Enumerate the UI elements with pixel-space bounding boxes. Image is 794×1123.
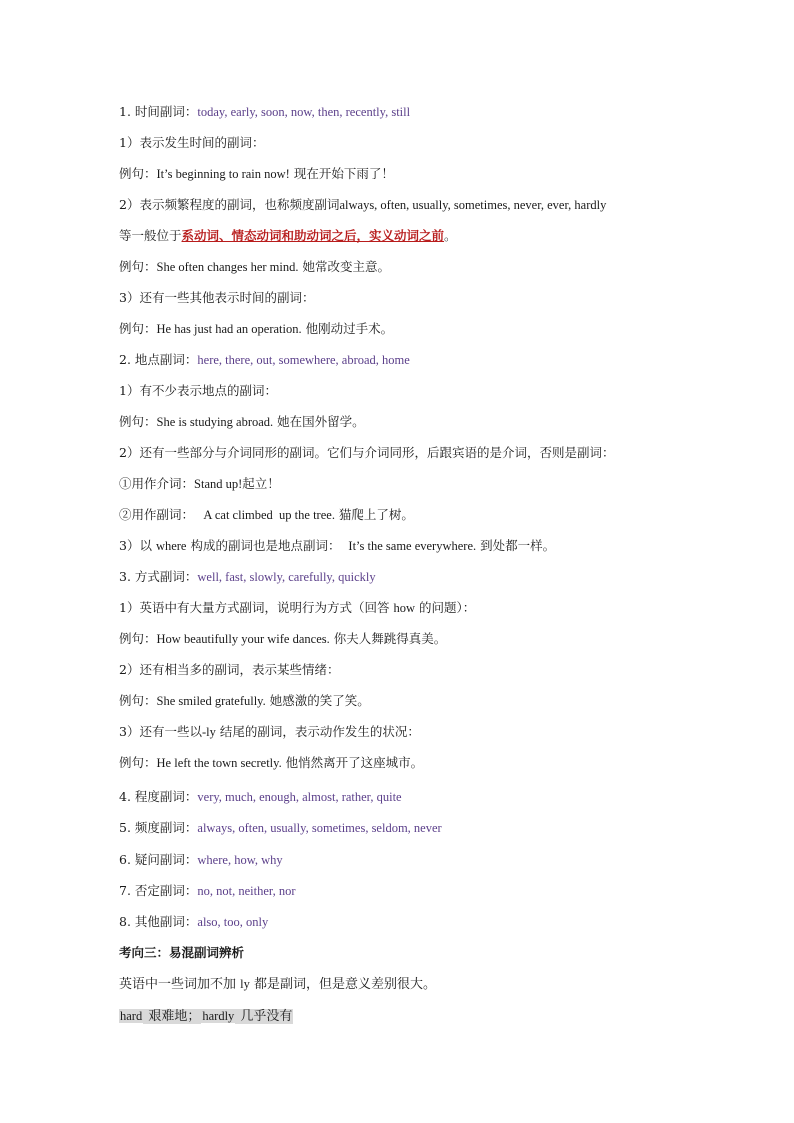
section-heading: 3. 方式副词：: [119, 569, 198, 584]
example-label: 例句：: [119, 321, 157, 336]
chinese-translation: 到处都一样。: [476, 538, 556, 553]
subpoint: [119, 381, 734, 401]
english-sentence: It’s the same everywhere.: [348, 539, 477, 553]
subpoint-text: 1）表示发生时间的副词：: [119, 135, 265, 150]
rule-prefix: 等一般位于: [119, 228, 182, 243]
intro-prefix: 英语中一些词加不加: [119, 977, 241, 992]
topic-heading: [119, 943, 734, 963]
rule-suffix: 。: [444, 228, 457, 243]
example-label: 例句：: [119, 414, 157, 429]
example-words: always, often, usually, sometimes, seldom, never: [197, 821, 442, 835]
english-sentence: A cat climbed up the tree.: [194, 508, 335, 522]
example-label: 例句：: [119, 166, 157, 181]
meaning-hard: 艰难地；: [144, 1009, 201, 1024]
word-hardly: hardly: [202, 1009, 235, 1023]
chinese-translation: 猫爬上了树。: [334, 507, 414, 522]
example-sentence: [119, 691, 734, 711]
chinese-translation: 她感激的笑了笑。: [265, 693, 370, 708]
adverb-usage: [119, 505, 734, 525]
example-words: here, there, out, somewhere, abroad, home: [197, 353, 410, 367]
section-heading: 5. 频度副词：: [119, 820, 198, 835]
section-other-adverbs: [119, 912, 734, 932]
example-words: also, too, only: [197, 915, 269, 929]
subpoint-suffix: 的问题）：: [414, 600, 476, 615]
subpoint-text: 3）还有一些其他表示时间的副词：: [119, 290, 315, 305]
meaning-hardly: 几乎没有: [236, 1009, 293, 1024]
english-sentence: He left the town secretly.: [156, 756, 282, 770]
english-sentence: He has just had an operation.: [156, 322, 302, 336]
intro-suffix: 都是副词，但是意义差别很大。: [249, 977, 437, 992]
subpoint: [119, 598, 734, 618]
position-rule: [119, 226, 734, 246]
subpoint-suffix: 结尾的副词，表示动作发生的状况：: [215, 724, 420, 739]
subpoint: [119, 133, 734, 153]
section-heading: 4. 程度副词：: [119, 789, 198, 804]
section-degree-adverbs: [119, 787, 734, 807]
example-words: well, fast, slowly, carefully, quickly: [197, 570, 376, 584]
section-manner-adverbs: [119, 567, 734, 587]
example-label: 例句：: [119, 259, 157, 274]
example-words: no, not, neither, nor: [197, 884, 296, 898]
subpoint: [119, 660, 734, 680]
example-label: 例句：: [119, 631, 157, 646]
english-sentence: She smiled gratefully.: [156, 694, 266, 708]
subpoint: [119, 443, 734, 463]
chinese-translation: 她常改变主意。: [298, 259, 390, 274]
hard-hardly-comparison: [119, 1006, 734, 1026]
section-heading: 7. 否定副词：: [119, 883, 198, 898]
subpoint-prefix: 3）以: [119, 538, 156, 553]
example-sentence: [119, 629, 734, 649]
usage-label: ②用作副词：: [119, 507, 195, 522]
word-hard: hard: [120, 1009, 143, 1023]
section-heading: 2. 地点副词：: [119, 352, 198, 367]
chinese-translation: 你夫人舞跳得真美。: [329, 631, 447, 646]
section-negative-adverbs: [119, 881, 734, 901]
chinese-translation: 现在开始下雨了！: [289, 166, 394, 181]
section-heading: 6. 疑问副词：: [119, 852, 198, 867]
example-words: where, how, why: [197, 853, 283, 867]
example-sentence: [119, 412, 734, 432]
chinese-translation: 他悄然离开了这座城市。: [281, 755, 424, 770]
english-sentence: Stand up!: [194, 477, 243, 491]
example-words: very, much, enough, almost, rather, quite: [197, 790, 402, 804]
english-sentence: It’s beginning to rain now!: [156, 167, 290, 181]
example-sentence: [119, 164, 734, 184]
subpoint-text: 2）表示频繁程度的副词，也称频度副词: [119, 197, 340, 212]
subpoint-prefix: 3）还有一些以: [119, 724, 202, 739]
subpoint-text: 1）有不少表示地点的副词：: [119, 383, 277, 398]
subpoint: [119, 722, 734, 742]
chinese-translation: 他刚动过手术。: [301, 321, 394, 336]
chinese-translation: 起立！: [242, 476, 280, 491]
section-heading: 1. 时间副词：: [119, 104, 198, 119]
chinese-translation: 她在国外留学。: [273, 414, 365, 429]
example-label: 例句：: [119, 755, 157, 770]
english-word: where: [155, 539, 187, 553]
english-sentence: How beautifully your wife dances.: [156, 632, 330, 646]
english-sentence: She is studying abroad.: [156, 415, 274, 429]
section-place-adverbs: [119, 350, 734, 370]
subpoint-prefix: 1）英语中有大量方式副词，说明行为方式（回答: [119, 600, 394, 615]
english-sentence: She often changes her mind.: [156, 260, 299, 274]
section-interrogative-adverbs: [119, 850, 734, 870]
example-sentence: [119, 319, 734, 339]
example-sentence: [119, 753, 734, 773]
subpoint-middle: 构成的副词也是地点副词：: [186, 538, 349, 553]
usage-label: ①用作介词：: [119, 476, 195, 491]
subpoint: [119, 536, 734, 556]
subpoint-text: 2）还有相当多的副词，表示某些情绪：: [119, 662, 340, 677]
rule-highlight: 系动词、情态动词和助动词之后，实义动词之前: [181, 228, 445, 243]
section-frequency-adverbs: [119, 818, 734, 838]
frequency-words: always, often, usually, sometimes, never, ever, hardly: [339, 198, 607, 212]
english-word: how: [393, 601, 415, 615]
topic-intro: [119, 974, 734, 994]
topic-title: 考向三：易混副词辨析: [119, 945, 245, 960]
section-heading: 8. 其他副词：: [119, 914, 198, 929]
subpoint: [119, 288, 734, 308]
subpoint: [119, 195, 734, 215]
english-word: -ly: [201, 725, 216, 739]
example-label: 例句：: [119, 693, 157, 708]
english-word: ly: [240, 977, 250, 991]
example-words: today, early, soon, now, then, recently, still: [197, 105, 411, 119]
example-sentence: [119, 257, 734, 277]
section-time-adverbs: [119, 102, 734, 122]
preposition-usage: [119, 474, 734, 494]
subpoint-text: 2）还有一些部分与介词同形的副词。它们与介词同形，后跟宾语的是介词，否则是副词：: [119, 445, 615, 460]
